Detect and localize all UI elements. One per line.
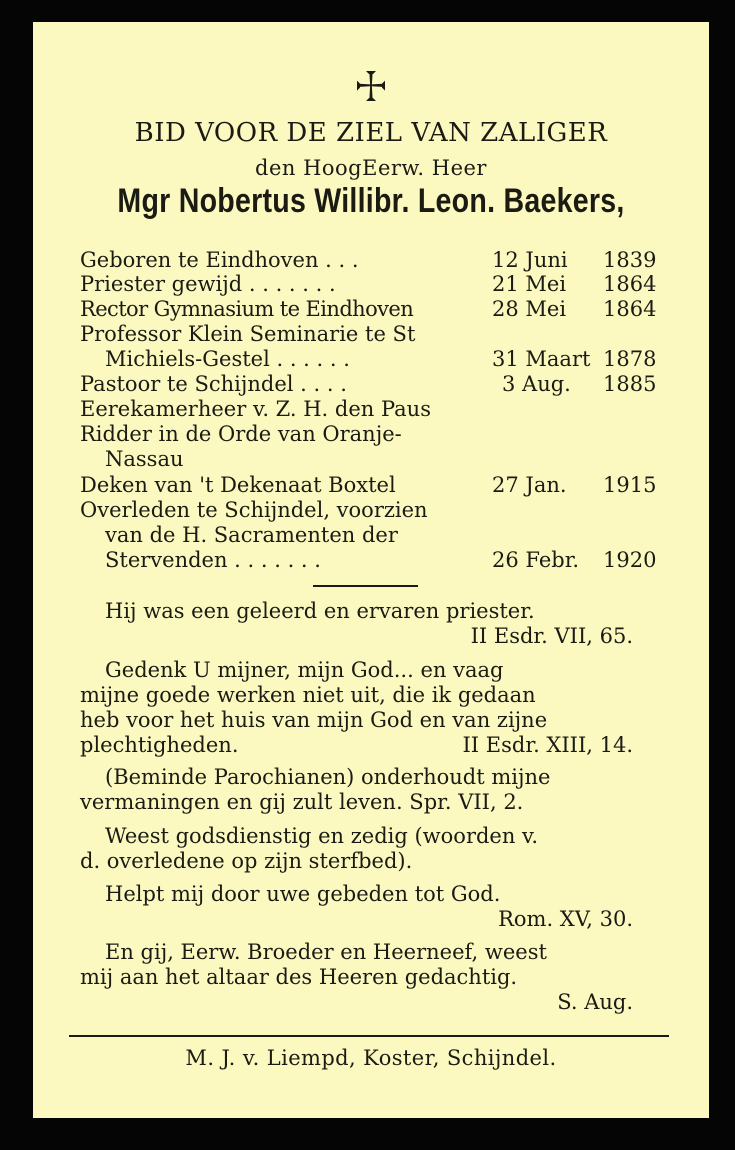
career-text: Michiels-Gestel . . . . . . xyxy=(105,347,350,371)
printer-credit: M. J. v. Liempd, Koster, Schijndel. xyxy=(185,1046,557,1070)
quote-reference: II Esdr. XIII, 14. xyxy=(462,733,633,757)
career-date: 3 Aug. xyxy=(502,372,571,396)
quote-text: heb voor het huis van mijn God en van zijne xyxy=(80,708,548,732)
career-year: 1864 xyxy=(603,297,657,321)
career-date: 31 Maart xyxy=(492,347,591,371)
career-year: 1915 xyxy=(603,473,657,497)
memorial-card xyxy=(33,22,709,1118)
career-text: Stervenden . . . . . . . xyxy=(105,548,321,572)
career-text: Nassau xyxy=(105,447,184,471)
career-text: Eerekamerheer v. Z. H. den Paus xyxy=(80,397,431,421)
quote-text: (Beminde Parochianen) onderhoudt mijne xyxy=(105,765,551,789)
deceased-name: Mgr Nobertus Willibr. Leon. Baekers, xyxy=(117,182,625,220)
career-text: Ridder in de Orde van Oranje- xyxy=(80,422,402,446)
quote-text: mij aan het altaar des Heeren gedachtig. xyxy=(80,965,518,989)
quote-text: Gedenk U mijner, mijn God... en vaag xyxy=(105,658,504,682)
quote-text: plechtigheden. xyxy=(80,733,239,757)
career-text: van de H. Sacramenten der xyxy=(105,523,398,547)
quote-reference: S. Aug. xyxy=(557,990,633,1014)
career-date: 12 Juni xyxy=(492,248,568,272)
honorific-line: den HoogEerw. Heer xyxy=(255,156,487,180)
career-text: Geboren te Eindhoven . . . xyxy=(80,248,359,272)
footer-divider xyxy=(69,1035,669,1037)
quote-reference: II Esdr. VII, 65. xyxy=(470,624,633,648)
quote-text: Weest godsdienstig en zedig (woorden v. xyxy=(105,824,539,848)
career-text: Priester gewijd . . . . . . . xyxy=(80,272,336,296)
career-text: Deken van 't Dekenaat Boxtel xyxy=(80,473,396,497)
career-date: 28 Mei xyxy=(492,297,567,321)
cross-pattee-icon xyxy=(353,68,389,104)
career-year: 1920 xyxy=(603,548,657,572)
quote-text: d. overledene op zijn sterfbed). xyxy=(80,849,413,873)
quote-text: mijne goede werken niet uit, die ik gedaan xyxy=(80,683,536,707)
career-year: 1878 xyxy=(603,347,657,371)
quote-text: En gij, Eerw. Broeder en Heerneef, weest xyxy=(105,940,547,964)
career-text: Pastoor te Schijndel . . . . xyxy=(80,372,347,396)
quote-reference: Rom. XV, 30. xyxy=(498,907,633,931)
quote-text: Hij was een geleerd en ervaren priester. xyxy=(105,599,535,623)
career-year: 1885 xyxy=(603,372,657,396)
career-text: Professor Klein Seminarie te St xyxy=(80,322,416,346)
career-year: 1839 xyxy=(603,248,657,272)
quote-text: vermaningen en gij zult leven. Spr. VII, 2. xyxy=(80,790,524,814)
quote-text: Helpt mij door uwe gebeden tot God. xyxy=(105,882,501,906)
career-date: 26 Febr. xyxy=(492,548,580,572)
intro-line: BID VOOR DE ZIEL VAN ZALIGER xyxy=(134,118,608,148)
section-divider xyxy=(313,585,418,587)
career-date: 21 Mei xyxy=(492,272,567,296)
career-text: Overleden te Schijndel, voorzien xyxy=(80,498,428,522)
career-text: Rector Gymnasium te Eindhoven xyxy=(80,297,414,321)
career-year: 1864 xyxy=(603,272,657,296)
career-date: 27 Jan. xyxy=(492,473,567,497)
